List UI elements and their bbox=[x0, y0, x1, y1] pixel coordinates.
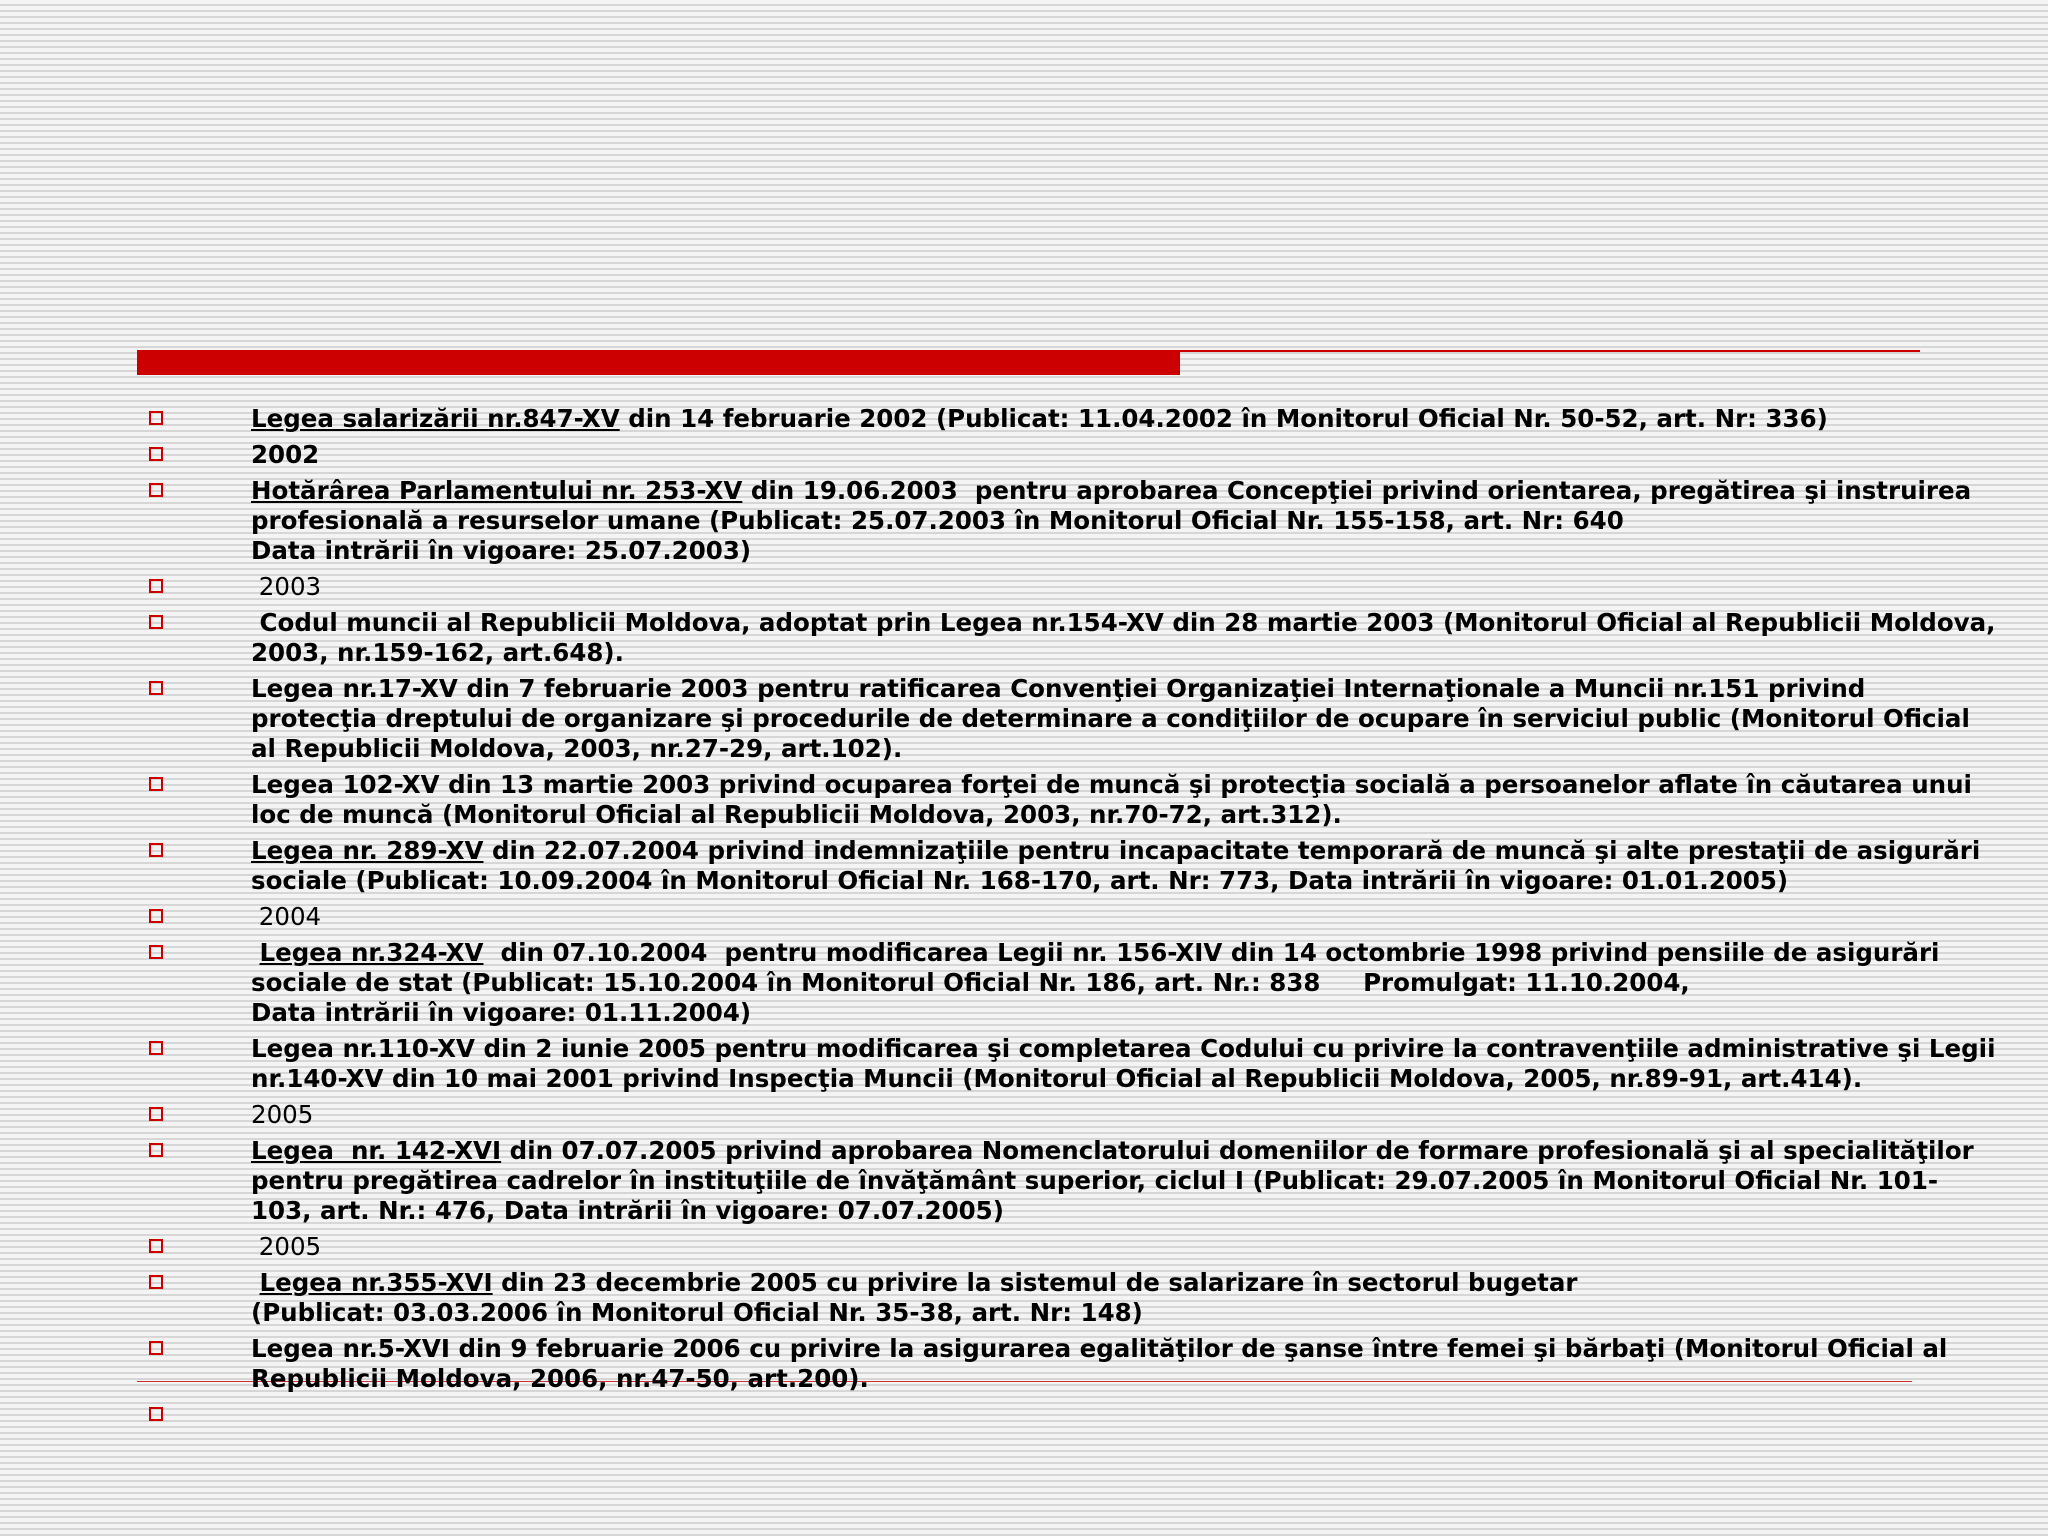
law-link[interactable]: Legea nr.324-XV bbox=[259, 938, 484, 967]
title-accent-bar bbox=[137, 350, 1180, 375]
list-item bbox=[0, 572, 2048, 602]
law-link[interactable]: Hotărârea Parlamentului nr. 253-XV bbox=[251, 476, 743, 505]
item-text: Legea nr.110-XV din 2 iunie 2005 pentru modificarea şi completarea Codului cu privire la contravenţiile administrative şi Legii nr.140-XV din 10 mai 2001 privind Inspecţia Muncii (Monitorul Oficial al Republicii Moldova, 2005, nr.89-91, art.414). bbox=[251, 1034, 2004, 1093]
list-item bbox=[0, 836, 2048, 896]
item-text: 2002 bbox=[251, 440, 320, 469]
list-item bbox=[0, 476, 2048, 566]
item-text: din 23 decembrie 2005 cu privire la sistemul de salarizare în sectorul bugetar (Publicat: 03.03.2006 în Monitorul Oficial Nr. 35-38, art. Nr: 148) bbox=[251, 1268, 1578, 1327]
law-list bbox=[0, 404, 2048, 1400]
item-text: Codul muncii al Republicii Moldova, adoptat prin Legea nr.154-XV din 28 martie 2003 (Monitorul Oficial al Republicii Moldova, 2003, nr.159-162, art.648). bbox=[251, 608, 2005, 667]
item-text: Legea nr.5-XVI din 9 februarie 2006 cu privire la asigurarea egalităţilor de şanse între femei şi bărbaţi (Monitorul Oficial al Republicii Moldova, 2006, nr.47-50, art.200). bbox=[251, 1334, 1956, 1393]
list-item bbox=[0, 608, 2048, 668]
law-link[interactable]: Legea nr. 142-XVI bbox=[251, 1136, 502, 1165]
item-text: 2004 bbox=[251, 902, 322, 931]
item-lead bbox=[251, 938, 260, 967]
square-bullet-icon bbox=[149, 843, 163, 857]
square-bullet-icon bbox=[149, 1341, 163, 1355]
list-item bbox=[0, 1232, 2048, 1262]
list-item bbox=[0, 1334, 2048, 1394]
item-text: din 07.10.2004 pentru modificarea Legii nr. 156-XIV din 14 octombrie 1998 privind pensiile de asigurări sociale de stat (Publicat: 15.10.2004 în Monitorul Oficial Nr. 186, art. Nr.: 838 Promulgat: 11.10.2004, Data intrării în vigoare: 01.11.2004) bbox=[251, 938, 1940, 1027]
list-item bbox=[0, 674, 2048, 764]
square-bullet-icon bbox=[149, 615, 163, 629]
item-text: 2005 bbox=[251, 1232, 322, 1261]
list-item bbox=[0, 1100, 2048, 1130]
list-item bbox=[0, 770, 2048, 830]
list-item bbox=[0, 1268, 2048, 1328]
square-bullet-icon bbox=[149, 579, 163, 593]
square-bullet-icon bbox=[149, 1041, 163, 1055]
square-bullet-icon bbox=[149, 1275, 163, 1289]
item-text: Legea nr.17-XV din 7 februarie 2003 pentru ratificarea Convenţiei Organizaţiei Internaţionale a Muncii nr.151 privind protecţia dreptului de organizare şi procedurile de determinare a condiţiilor de ocupare în serviciul public (Monitorul Oficial al Republicii Moldova, 2003, nr.27-29, art.102). bbox=[251, 674, 1979, 763]
law-link[interactable]: Legea nr. 289-XV bbox=[251, 836, 484, 865]
list-item bbox=[0, 404, 2048, 434]
law-link[interactable]: Legea nr.355-XVI bbox=[259, 1268, 493, 1297]
item-text: din 07.07.2005 privind aprobarea Nomenclatorului domeniilor de formare profesională şi al specialităţilor pentru pregătirea cadrelor în instituţiile de învăţământ superior, ciclul I (Publicat: 29.07.2005 în Monitorul Oficial Nr. 101-103, art. Nr.: 476, Data intrării în vigoare: 07.07.2005) bbox=[251, 1136, 1983, 1225]
list-item bbox=[0, 902, 2048, 932]
list-item bbox=[0, 1034, 2048, 1094]
item-text: din 22.07.2004 privind indemnizaţiile pentru incapacitate temporară de muncă şi alte prestaţii de asigurări sociale (Publicat: 10.09.2004 în Monitorul Oficial Nr. 168-170, art. Nr: 773, Data intrării în vigoare: 01.01.2005) bbox=[251, 836, 1989, 895]
square-bullet-icon bbox=[149, 681, 163, 695]
square-bullet-icon bbox=[149, 1143, 163, 1157]
square-bullet-icon bbox=[149, 411, 163, 425]
item-text: 2005 bbox=[251, 1100, 314, 1129]
item-lead bbox=[251, 1268, 260, 1297]
title-accent-line bbox=[1180, 350, 1920, 352]
law-link[interactable]: Legea salarizării nr.847-XV bbox=[251, 404, 620, 433]
item-text: 2003 bbox=[251, 572, 322, 601]
square-bullet-icon bbox=[149, 1107, 163, 1121]
square-bullet-icon bbox=[149, 1407, 163, 1421]
square-bullet-icon bbox=[149, 483, 163, 497]
item-text: din 19.06.2003 pentru aprobarea Concepţiei privind orientarea, pregătirea şi instruirea profesională a resurselor umane (Publicat: 25.07.2003 în Monitorul Oficial Nr. 155-158, art. Nr: 640 Data intrării în vigoare: 25.07.2003) bbox=[251, 476, 1972, 565]
list-item bbox=[0, 1136, 2048, 1226]
list-item bbox=[0, 440, 2048, 470]
item-text: Legea 102-XV din 13 martie 2003 privind ocuparea forţei de muncă şi protecţia socială a persoanelor aflate în căutarea unui loc de muncă (Monitorul Oficial al Republicii Moldova, 2003, nr.70-72, art.312). bbox=[251, 770, 1981, 829]
square-bullet-icon bbox=[149, 1239, 163, 1253]
square-bullet-icon bbox=[149, 909, 163, 923]
list-item bbox=[0, 938, 2048, 1028]
square-bullet-icon bbox=[149, 777, 163, 791]
square-bullet-icon bbox=[149, 945, 163, 959]
item-text: din 14 februarie 2002 (Publicat: 11.04.2002 în Monitorul Oficial Nr. 50-52, art. Nr: 336) bbox=[619, 404, 1828, 433]
square-bullet-icon bbox=[149, 447, 163, 461]
